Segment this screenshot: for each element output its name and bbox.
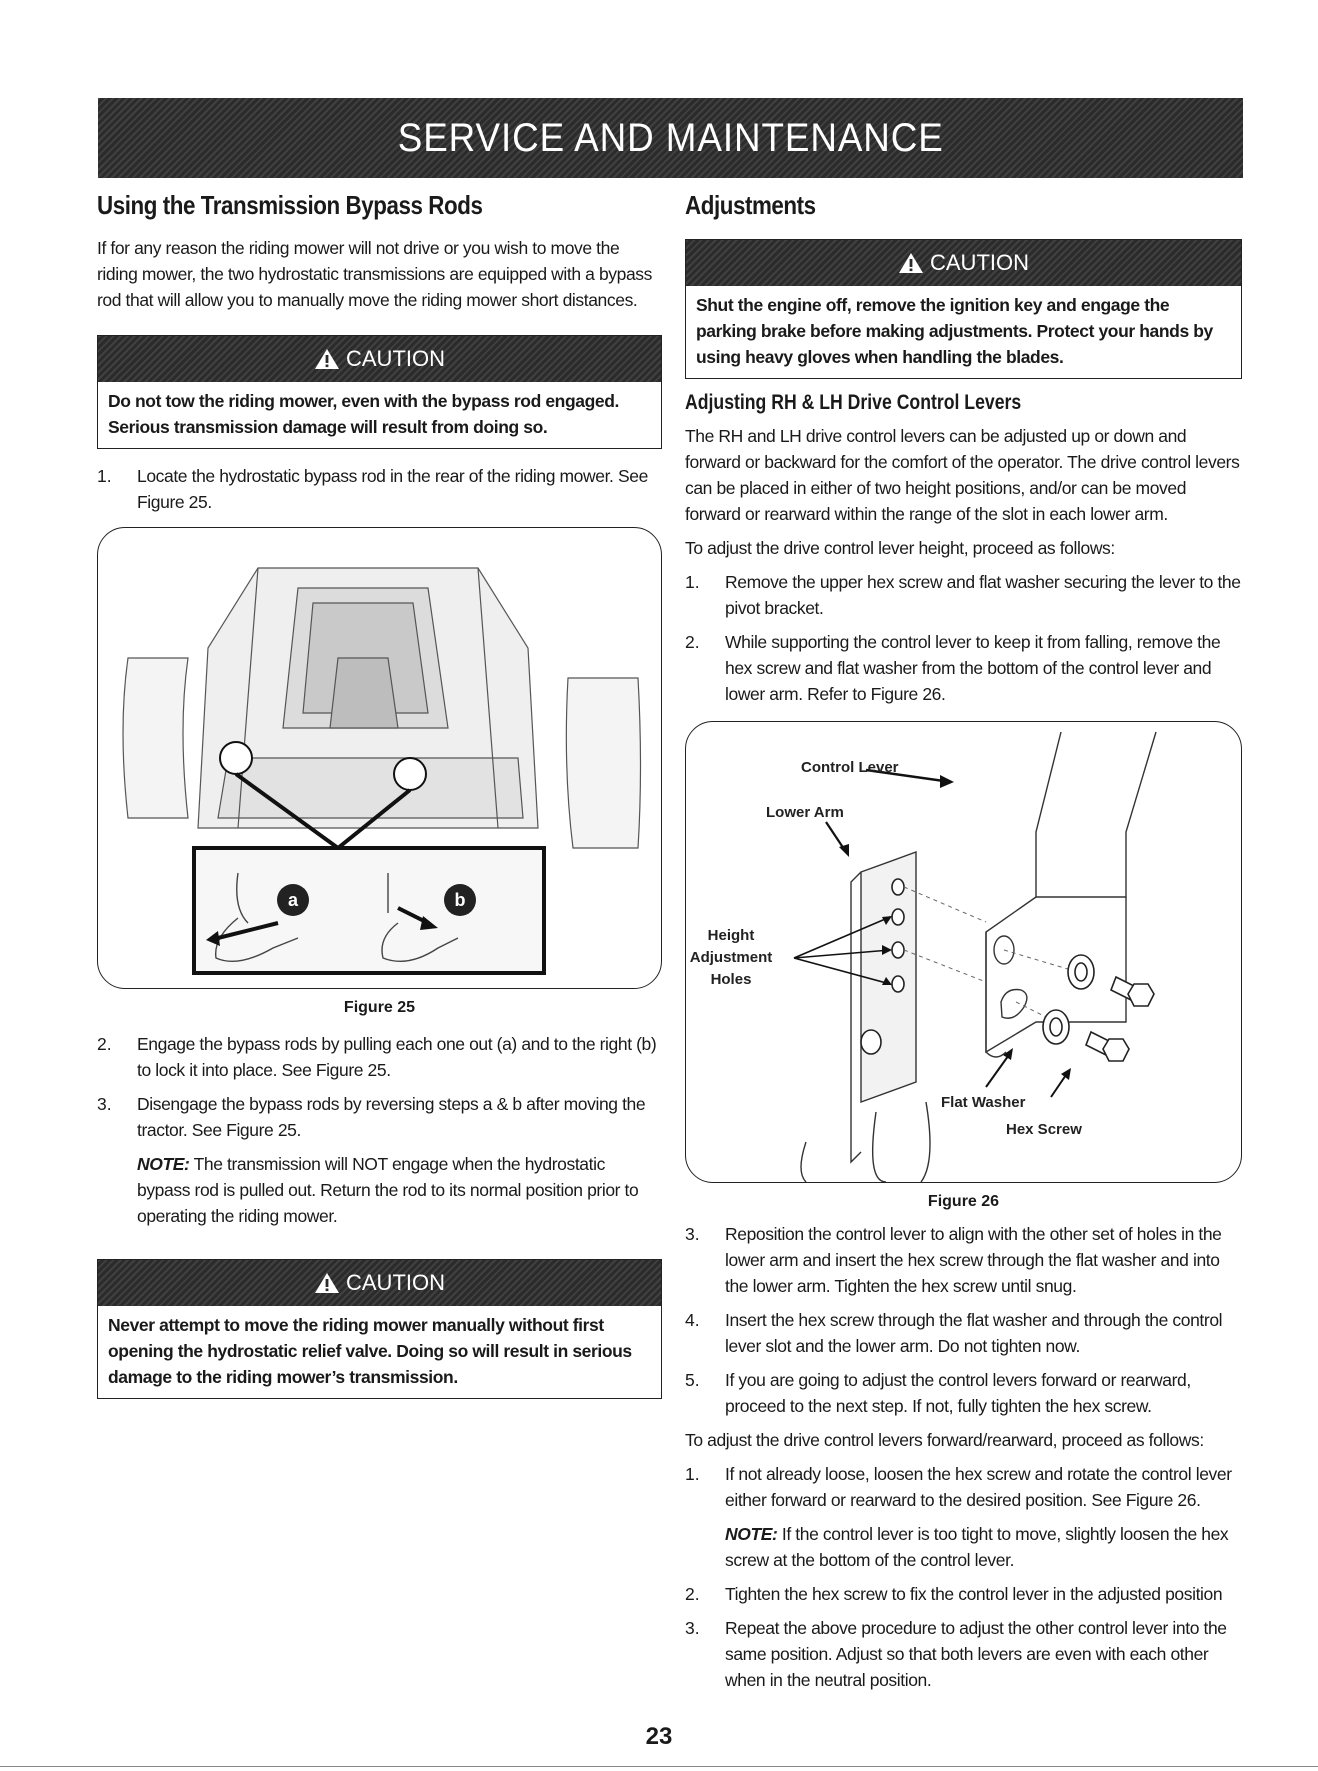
step-number: 4. <box>685 1310 700 1330</box>
left-column <box>97 190 662 1399</box>
step-number: 3. <box>685 1224 700 1244</box>
step-item <box>685 1221 1242 1299</box>
step-number: 3. <box>685 1618 700 1638</box>
note-text: If the control lever is too tight to move, slightly loosen the hex screw at the bottom of the control lever. <box>725 1524 1229 1570</box>
step-text: Repeat the above procedure to adjust the other control lever into the same position. Adjust so that both levers are even with each other when in the neutral position. <box>725 1618 1227 1690</box>
step-item <box>97 463 662 515</box>
adjustments-heading: Adjustments <box>685 190 816 220</box>
caution-box-manual <box>97 1259 662 1399</box>
label-height-line2: Adjustment <box>689 949 773 966</box>
bottom-rule <box>0 1766 1318 1767</box>
step-text: If not already loose, loosen the hex screw and rotate the control lever either forward or rearward to the desired position. See Figure 26. <box>725 1464 1232 1510</box>
warning-triangle-icon <box>314 1272 340 1294</box>
step-number: 1. <box>685 1464 700 1484</box>
figure-25-caption: Figure 25 <box>343 999 416 1016</box>
caution-box-tow <box>97 335 662 449</box>
page-number: 23 <box>645 1723 673 1750</box>
step-text: Remove the upper hex screw and flat washer securing the lever to the pivot bracket. <box>725 572 1241 618</box>
step-item <box>685 1367 1242 1419</box>
note <box>725 1521 1242 1573</box>
caution-text: Shut the engine off, remove the ignition key and engage the parking brake before making adjustments. Protect your hands by using heavy gloves when handling the blades. <box>696 295 1213 367</box>
height-intro: To adjust the drive control lever height, proceed as follows: <box>685 538 1115 558</box>
drive-levers-intro: The RH and LH drive control levers can be adjusted up or down and forward or backward for the comfort of the operator. The drive control levers can be placed in either of two height positions, and/or can be moved forward or rearward within the range of the slot in each lower arm. <box>685 426 1240 524</box>
step-item <box>685 569 1242 621</box>
note-label: NOTE: <box>725 1524 778 1544</box>
step-item <box>685 1615 1242 1693</box>
step-item <box>685 1461 1242 1573</box>
step-text: Engage the bypass rods by pulling each one out (a) and to the right (b) to lock it into place. See Figure 25. <box>137 1034 657 1080</box>
caution-label: CAUTION <box>346 346 445 371</box>
step-number: 1. <box>97 466 112 486</box>
step-text: Insert the hex screw through the flat washer and through the control lever slot and the lower arm. Do not tighten now. <box>725 1310 1223 1356</box>
caution-header <box>98 336 661 382</box>
bypass-rods-heading: Using the Transmission Bypass Rods <box>97 190 483 220</box>
label-control-lever: Control Lever <box>801 759 899 776</box>
step-text: Reposition the control lever to align with the other set of holes in the lower arm and insert the hex screw through the flat washer and into the lower arm. Tighten the hex screw until snug. <box>725 1224 1222 1296</box>
callout-b: b <box>454 890 466 910</box>
step-item <box>685 629 1242 707</box>
step-item <box>97 1091 662 1229</box>
section-banner <box>98 98 1243 178</box>
forward-rearward-intro: To adjust the drive control levers forward/rearward, proceed as follows: <box>685 1430 1204 1450</box>
figure-25 <box>97 527 662 989</box>
label-height-line1: Height <box>707 927 755 944</box>
callout-a: a <box>287 890 299 910</box>
caution-text: Never attempt to move the riding mower manually without first opening the hydrostatic relief valve. Doing so will result in serious damage to the riding mower’s transmission. <box>108 1315 632 1387</box>
note <box>137 1151 662 1229</box>
step-text: Locate the hydrostatic bypass rod in the rear of the riding mower. See Figure 25. <box>137 466 648 512</box>
note-label: NOTE: <box>137 1154 190 1174</box>
step-number: 5. <box>685 1370 700 1390</box>
label-height-line3: Holes <box>710 971 752 988</box>
caution-label: CAUTION <box>930 250 1029 275</box>
warning-triangle-icon <box>314 348 340 370</box>
step-text: If you are going to adjust the control levers forward or rearward, proceed to the next step. If not, fully tighten the hex screw. <box>725 1370 1191 1416</box>
step-text: Tighten the hex screw to fix the control lever in the adjusted position <box>725 1584 1223 1604</box>
figure-26-caption: Figure 26 <box>927 1193 1000 1210</box>
step-item <box>685 1581 1242 1607</box>
step-number: 2. <box>685 632 700 652</box>
label-hex-screw: Hex Screw <box>1006 1121 1082 1138</box>
caution-text: Do not tow the riding mower, even with the bypass rod engaged. Serious transmission damage will result from doing so. <box>108 391 619 437</box>
label-lower-arm: Lower Arm <box>766 804 844 821</box>
warning-triangle-icon <box>898 252 924 274</box>
figure-26 <box>685 721 1242 1183</box>
caution-label: CAUTION <box>346 1270 445 1295</box>
caution-header <box>98 1260 661 1306</box>
bypass-rod-illustration <box>98 528 663 988</box>
section-title: SERVICE AND MAINTENANCE <box>397 115 944 160</box>
step-number: 1. <box>685 572 700 592</box>
step-text: While supporting the control lever to keep it from falling, remove the hex screw and flat washer from the bottom of the control lever and lower arm. Refer to Figure 26. <box>725 632 1221 704</box>
drive-levers-subheading: Adjusting RH & LH Drive Control Levers <box>685 391 1022 414</box>
caution-header <box>686 240 1241 286</box>
step-item <box>685 1307 1242 1359</box>
step-text: Disengage the bypass rods by reversing steps a & b after moving the tractor. See Figure 25. <box>137 1094 646 1140</box>
control-lever-illustration <box>686 722 1243 1182</box>
label-flat-washer: Flat Washer <box>941 1094 1026 1111</box>
bypass-intro: If for any reason the riding mower will not drive or you wish to move the riding mower, the two hydrostatic transmissions are equipped with a bypass rod that will allow you to manually move the riding mower short distances. <box>97 238 652 310</box>
step-number: 2. <box>685 1584 700 1604</box>
step-number: 3. <box>97 1094 112 1114</box>
step-item <box>97 1031 662 1083</box>
caution-box-adjust <box>685 239 1242 379</box>
note-text: The transmission will NOT engage when the hydrostatic bypass rod is pulled out. Return the rod to its normal position prior to operating the riding mower. <box>137 1154 639 1226</box>
right-column <box>685 190 1242 1693</box>
step-number: 2. <box>97 1034 112 1054</box>
